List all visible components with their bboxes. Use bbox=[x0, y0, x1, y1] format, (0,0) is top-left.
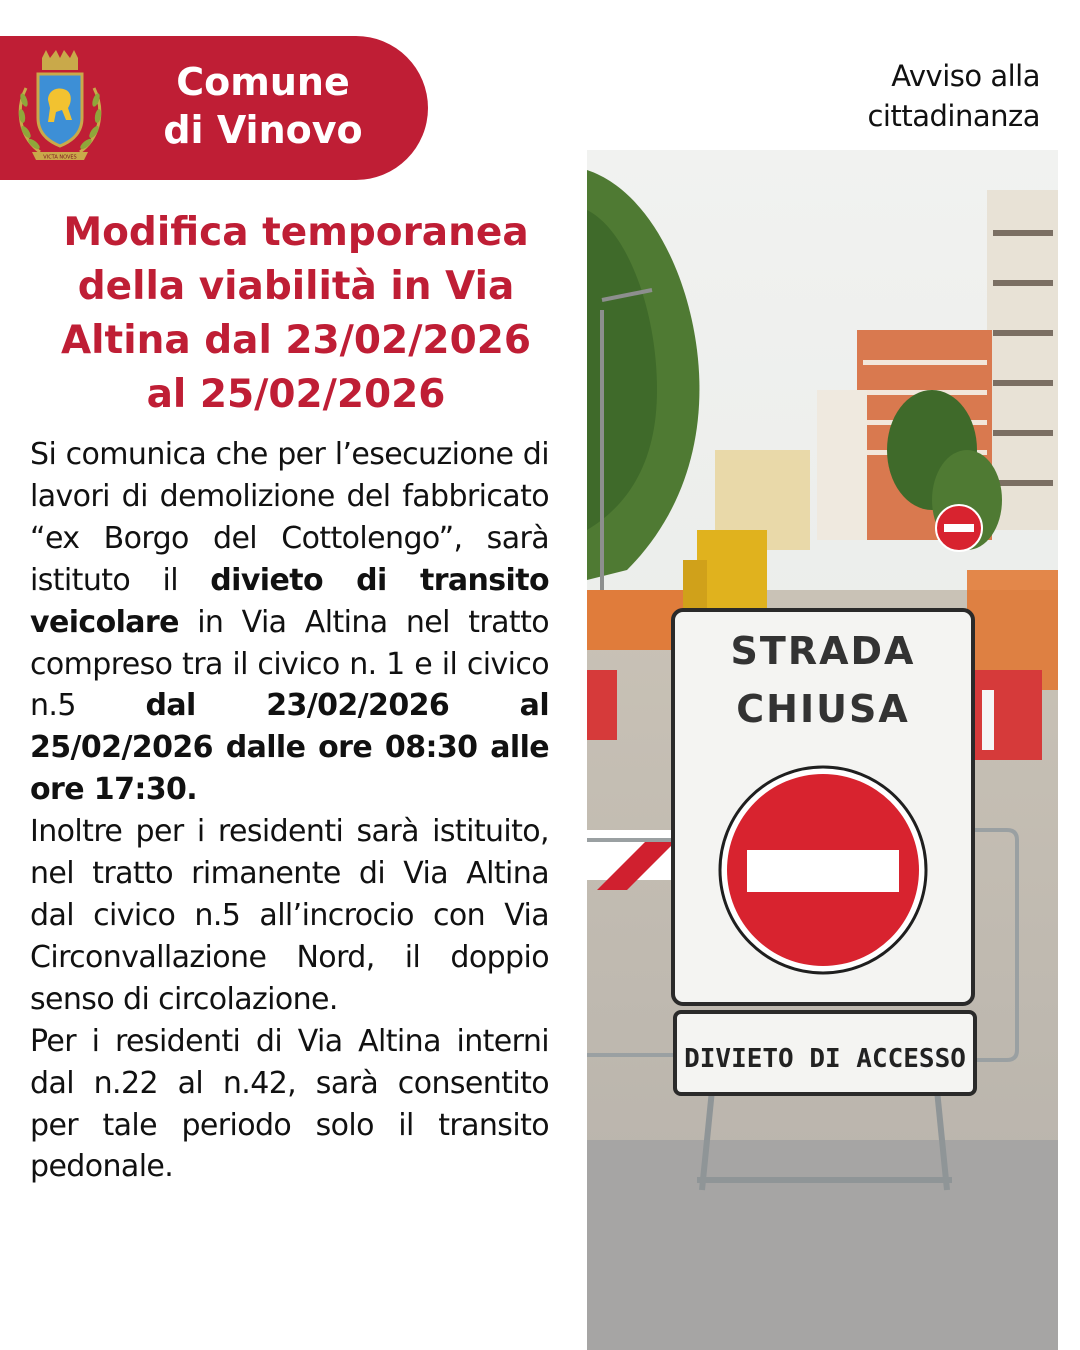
org-name-line1: Comune bbox=[176, 60, 350, 104]
paragraph-pedestrian: Per i residenti di Via Altina interni dal n.22 al n.42, sarà consentito per tale periodo solo il transito pedonale. bbox=[30, 1023, 549, 1185]
header-banner bbox=[0, 36, 428, 180]
kicker-line1: Avviso alla bbox=[891, 59, 1040, 93]
paragraph-two-way: Inoltre per i residenti sarà istituito, nel tratto rimanente di Via Altina dal civico n.5 all’incrocio con Via Circonvallazione Nord, il doppio senso di circolazione. bbox=[30, 814, 549, 1017]
page-title bbox=[30, 206, 562, 422]
title-line4: al 25/02/2026 bbox=[146, 372, 446, 417]
notice-body bbox=[30, 434, 549, 1188]
title-line2: della viabilità in Via bbox=[77, 264, 515, 309]
notice-kicker bbox=[780, 56, 1040, 136]
org-name bbox=[118, 58, 408, 154]
title-line3: Altina dal 23/02/2026 bbox=[61, 318, 531, 363]
p1-bold-prohibition: divieto di transito veicolare bbox=[30, 562, 549, 640]
kicker-line2: cittadinanza bbox=[867, 99, 1040, 133]
crest-motto: VICTA NOVES bbox=[43, 154, 77, 161]
coat-of-arms-icon bbox=[14, 48, 106, 166]
p1-text-a: Si comunica che per l’esecuzione di lavori di demolizione del fabbricato “ex Borgo del Cottolengo”, sarà istituto il bbox=[30, 437, 549, 598]
sign-text-line2: CHIUSA bbox=[736, 687, 910, 731]
org-name-line2: di Vinovo bbox=[163, 108, 363, 152]
plate-text: DIVIETO DI ACCESSO bbox=[684, 1044, 966, 1074]
p1-text-c: in Via Altina nel tratto compreso tra il civico n. 1 e il civico n.5 bbox=[30, 604, 549, 724]
title-line1: Modifica temporanea bbox=[63, 210, 529, 255]
road-closure-photo bbox=[587, 150, 1058, 1350]
paragraph-closure bbox=[30, 434, 549, 811]
p1-bold-dates: dal 23/02/2026 al 25/02/2026 dalle ore 08:30 alle ore 17:30. bbox=[30, 688, 550, 808]
road-closure-illustration bbox=[587, 150, 1058, 1350]
sign-text-line1: STRADA bbox=[730, 629, 916, 673]
